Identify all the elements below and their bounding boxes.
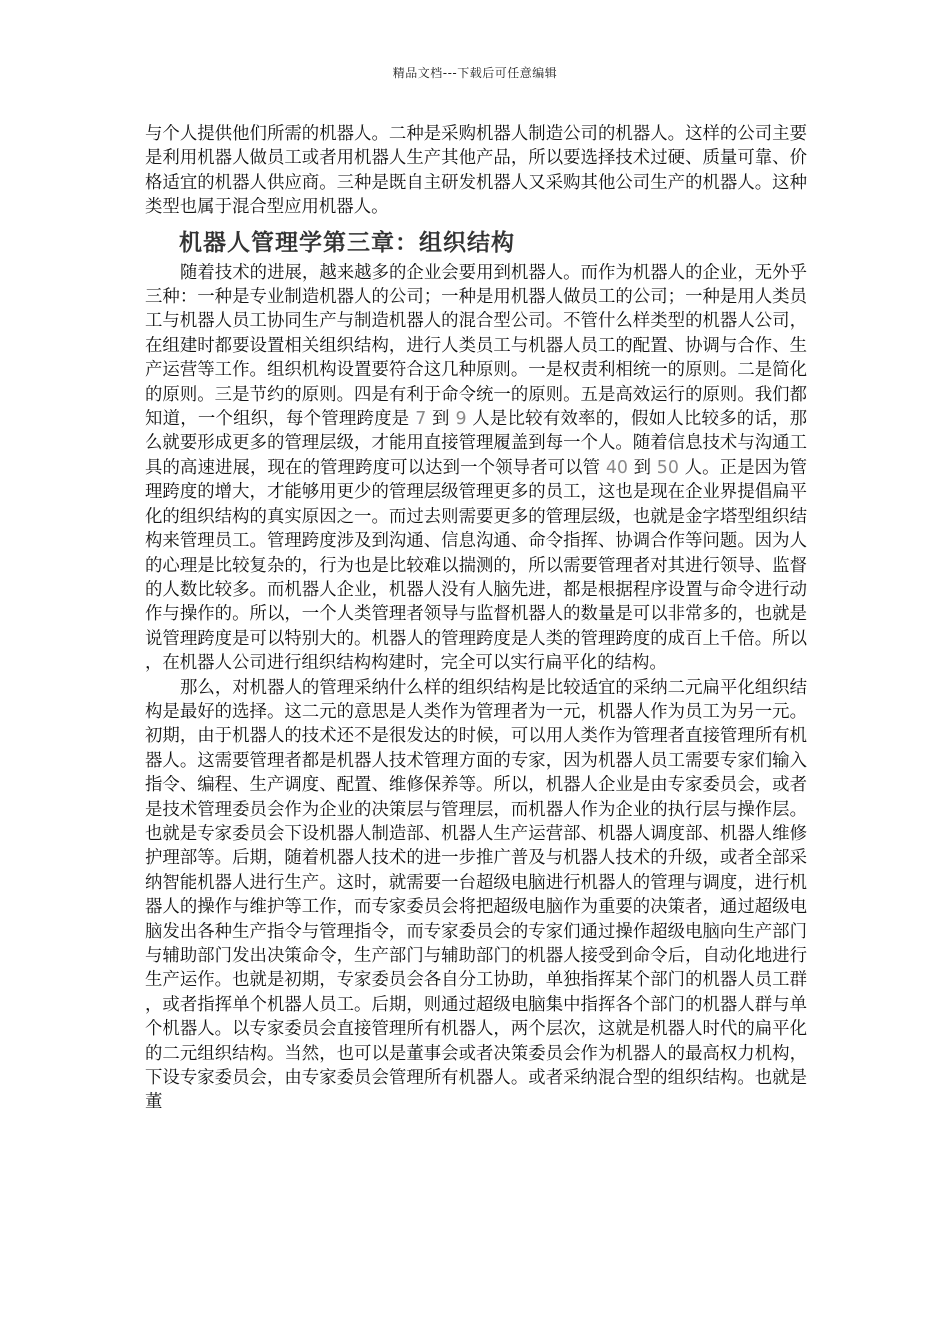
paragraph-2-text-2: 到 [426, 409, 456, 430]
paragraph-2-text-1: 随着技术的进展，越来越多的企业会要用到机器人。而作为机器人的企业，无外乎三种：一种是专业制造机器人的公司；一种是用机器人做员工的公司；一种是用人类员工与机器人员工协同生产与制造机器人的混合型公司。不管什么样类型的机器人公司，在组建时都要设置相关组织结构，进行人类员工与机器人员工的配置、协调与合作、生产运营等工作。组织机构设置要符合这几种原则。一是权责利相统一的原则。二是简化的原则。三是节约的原则。四是有利于命令统一的原则。五是高效运行的原则。我们都知道，一个组织，每个管理跨度是 [145, 262, 807, 430]
paragraph-2-text-5: 人。正是因为管理跨度的增大，才能够用更少的管理层级管理更多的员工，这也是现在企业界提倡扁平化的组织结构的真实原因之一。而过去则需要更多的管理层级，也就是金字塔型组织结构来管理员工。管理跨度涉及到沟通、信息沟通、命令指挥、协调合作等问题。因为人的心理是比较复杂的，行为也是比较难以揣测的，所以需要管理者对其进行领导、监督的人数比较多。而机器人企业，机器人没有人脑先进，都是根据程序设置与命令进行动作与操作的。所以，一个人类管理者领导与监督机器人的数量是可以非常多的，也就是说管理跨度是可以特别大的。机器人的管理跨度是人类的管理跨度的成百上千倍。所以，在机器人公司进行组织结构构建时，完全可以实行扁平化的结构。 [145, 457, 808, 674]
span-new-max-number: 50 [656, 457, 679, 478]
span-min-number: 7 [415, 409, 427, 430]
span-new-min-number: 40 [605, 457, 628, 478]
paragraph-1: 与个人提供他们所需的机器人。二种是采购机器人制造公司的机器人。这样的公司主要是利用机器人做员工或者用机器人生产其他产品，所以要选择技术过硬、质量可靠、价格适宜的机器人供应商。三种是既自主研发机器人又采购其他公司生产的机器人。这种类型也属于混合型应用机器人。 [145, 124, 807, 218]
document-body [145, 122, 807, 1115]
span-max-number: 9 [455, 409, 467, 430]
paragraph-2-text-3: 人是比较有效率的，假如人比较多的话，那么就要形成更多的管理层级，才能用直接管理履盖到每一个人。随着信息技术与沟通工具的高速进展，现在的管理跨度可以达到一个领导者可以管 [145, 409, 808, 478]
page-header: 精品文档---下载后可任意编辑 [392, 66, 558, 80]
paragraph-2 [145, 261, 807, 676]
paragraph-3: 那么，对机器人的管理采纳什么样的组织结构是比较适宜的采纳二元扁平化组织结构是最好的选择。这二元的意思是人类作为管理者为一元，机器人作为员工为另一元。初期，由于机器人的技术还不是很发达的时候，可以用人类作为管理者直接管理所有机器人。这需要管理者都是机器人技术管理方面的专家，因为机器人员工需要专家们输入指令、编程、生产调度、配置、维修保养等。所以，机器人企业是由专家委员会，或者是技术管理委员会作为企业的决策层与管理层，而机器人作为企业的执行层与操作层。也就是专家委员会下设机器人制造部、机器人生产运营部、机器人调度部、机器人维修护理部等。后期，随着机器人技术的进一步推广普及与机器人技术的升级，或者全部采纳智能机器人进行生产。这时，就需要一台超级电脑进行机器人的管理与调度，进行机器人的操作与维护等工作，而专家委员会将把超级电脑作为重要的决策者，通过超级电脑发出各种生产指令与管理指令，而专家委员会的专家们通过操作超级电脑向生产部门与辅助部门发出决策命令，生产部门与辅助部门的机器人接受到命令后，自动化地进行生产运作。也就是初期，专家委员会各自分工协助，单独指挥某个部门的机器人员工群，或者指挥单个机器人员工。后期，则通过超级电脑集中指挥各个部门的机器人群与单个机器人。以专家委员会直接管理所有机器人，两个层次，这就是机器人时代的扁平化的二元组织结构。当然，也可以是董事会或者决策委员会作为机器人的最高权力机构，下设专家委员会，由专家委员会管理所有机器人。或者采纳混合型的组织结构。也就是董 [145, 677, 807, 1113]
paragraph-2-text-4: 到 [627, 457, 657, 478]
chapter-title: 机器人管理学第三章：组织结构 [179, 229, 515, 256]
